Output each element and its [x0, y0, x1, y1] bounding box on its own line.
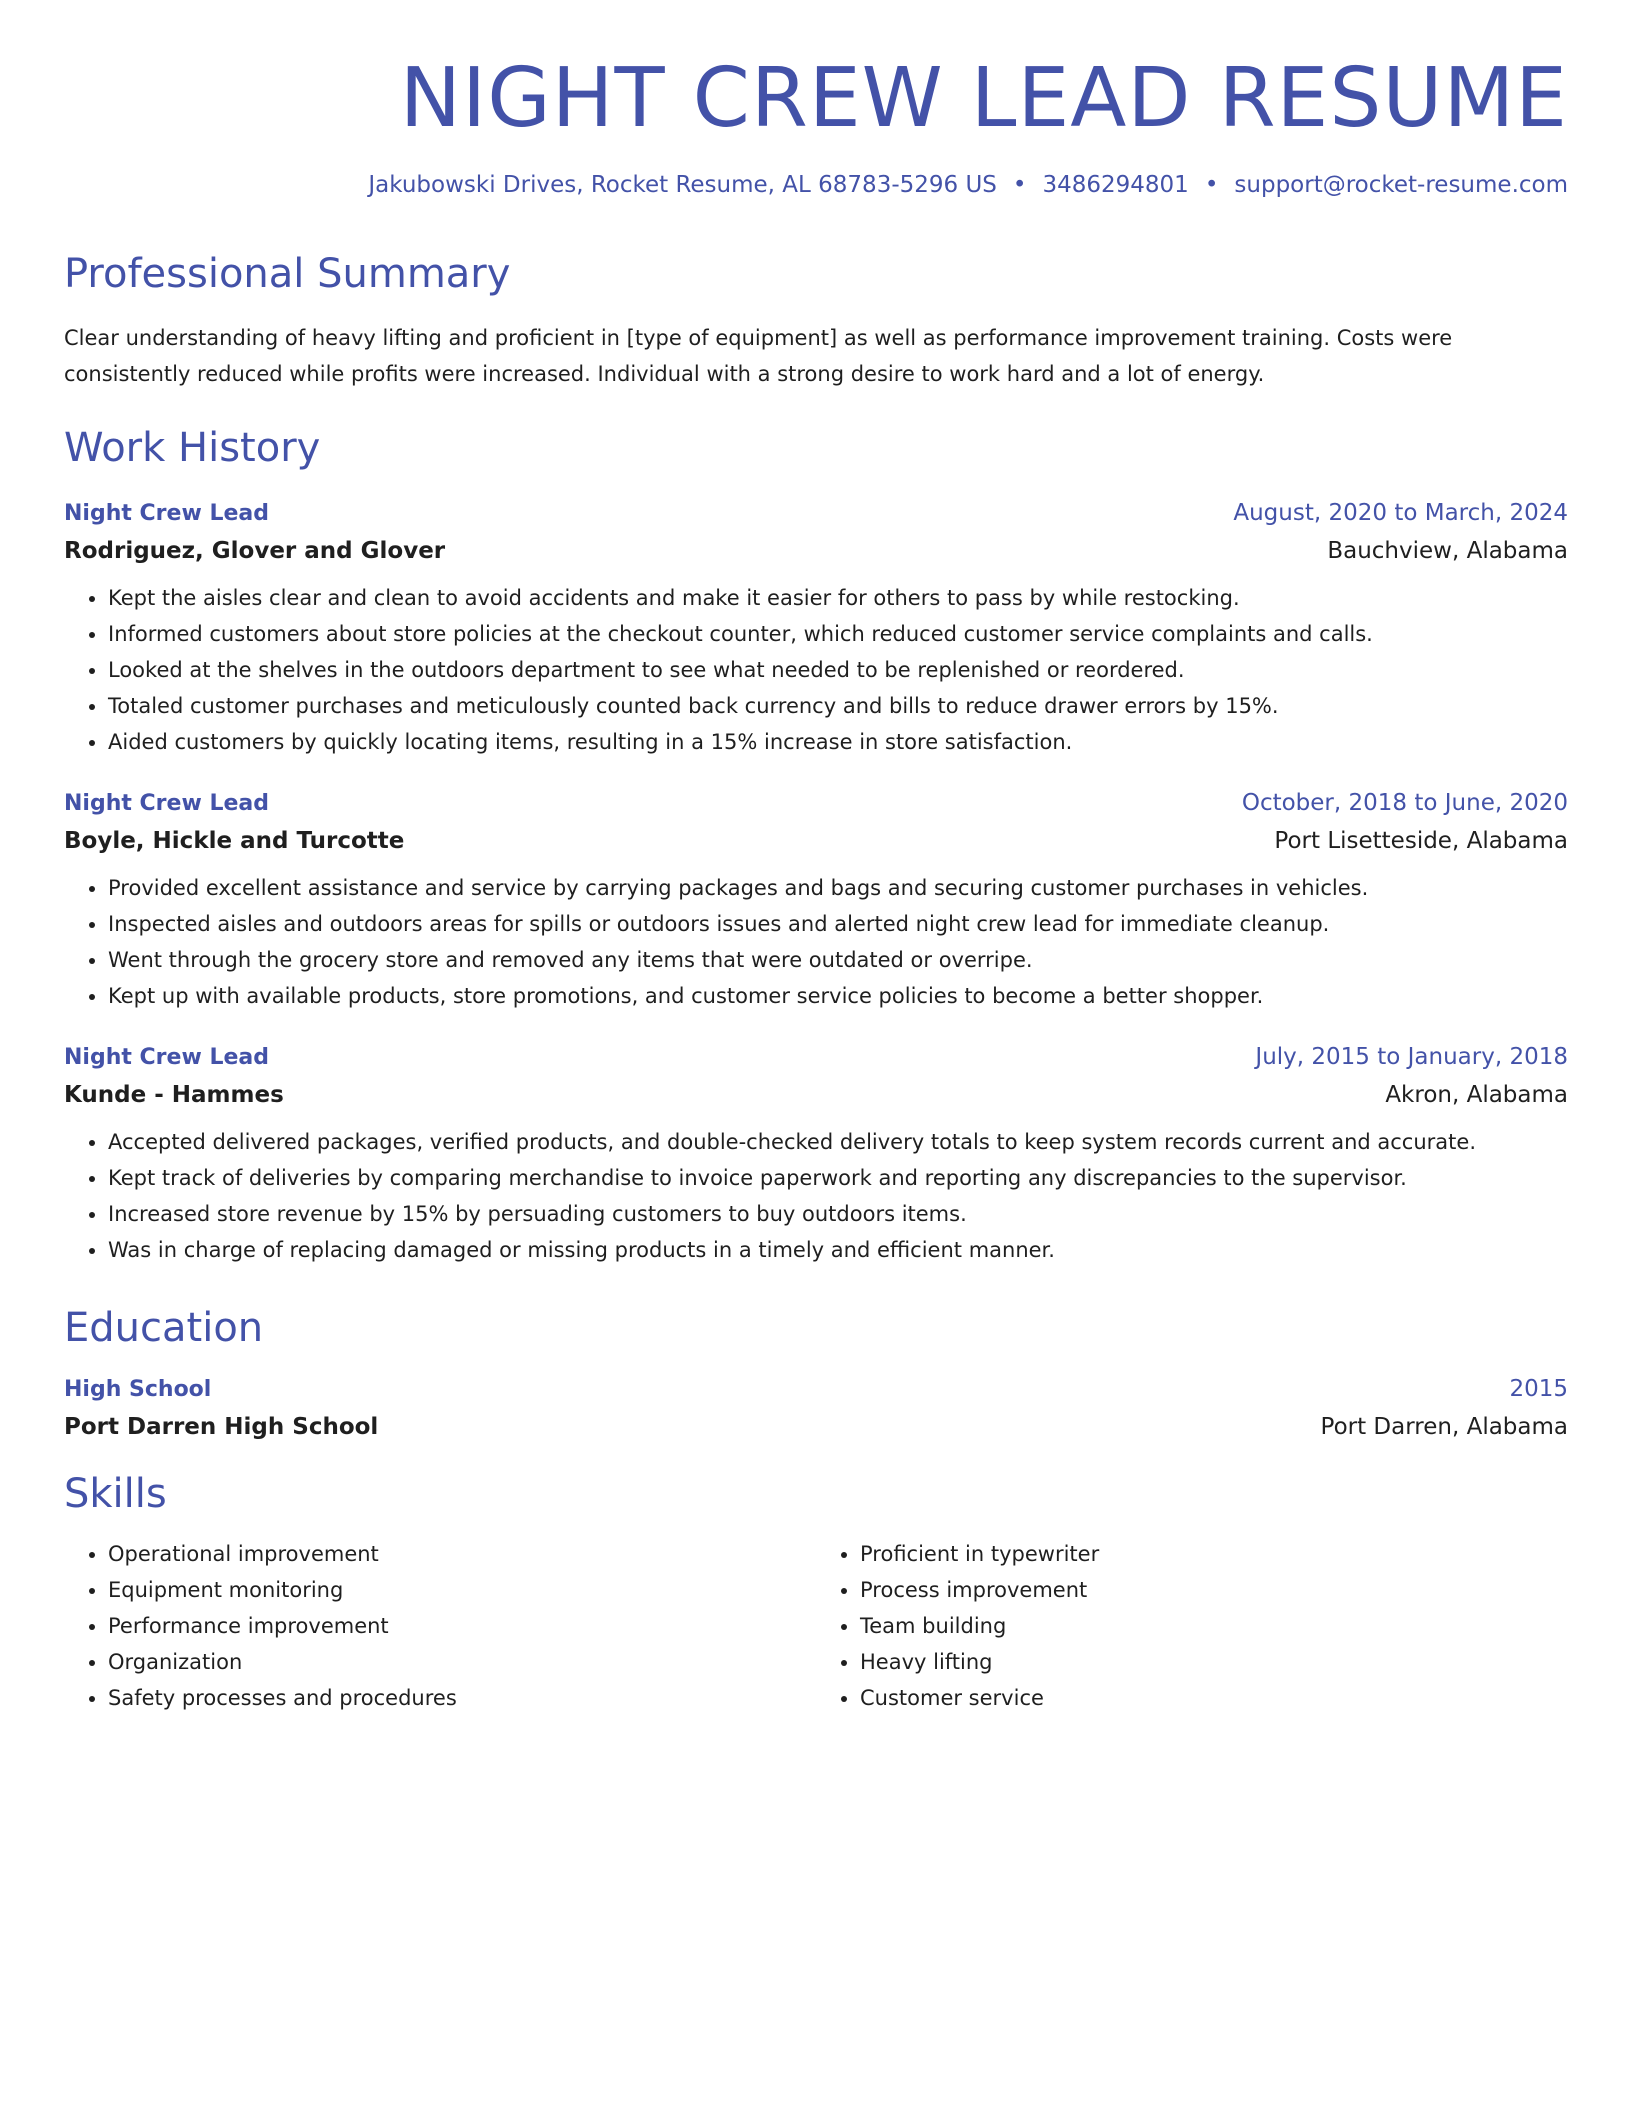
list-item: • Kept up with available products, store promotions, and customer service policies to become a better shopper. [108, 978, 1568, 1014]
job-company: Kunde - Hammes [64, 1082, 284, 1109]
skills-heading: Skills [64, 1471, 167, 1518]
job-header-row [64, 1044, 1568, 1070]
job-location: Bauchview, Alabama [1327, 538, 1568, 565]
education-entry [64, 1376, 1568, 1440]
job-bullets [64, 870, 1568, 1014]
job-title: Night Crew Lead [64, 501, 269, 527]
education-school: Port Darren High School [64, 1414, 379, 1441]
list-item: • Kept the aisles clear and clean to avoid accidents and make it easier for others to pass by while restocking. [108, 580, 1568, 616]
job-bullets [64, 580, 1568, 760]
list-item: • Heavy lifting [860, 1644, 1568, 1680]
skills-grid [64, 1536, 1568, 1716]
job-company-row [64, 538, 1568, 564]
list-item: • Performance improvement [108, 1608, 816, 1644]
contact-email[interactable]: support@rocket-resume.com [1234, 172, 1568, 199]
work-history-section [64, 424, 1568, 1268]
job-company: Boyle, Hickle and Turcotte [64, 828, 405, 855]
job-location: Port Lisetteside, Alabama [1274, 828, 1568, 855]
contact-separator: • [1012, 172, 1027, 199]
list-item: • Process improvement [860, 1572, 1568, 1608]
skills-column-left [64, 1536, 816, 1716]
job-company: Rodriguez, Glover and Glover [64, 538, 446, 565]
list-item: • Proficient in typewriter [860, 1536, 1568, 1572]
job-title: Night Crew Lead [64, 791, 269, 817]
list-item: • Operational improvement [108, 1536, 816, 1572]
education-heading: Education [64, 1305, 264, 1352]
list-item: • Kept track of deliveries by comparing merchandise to invoice paperwork and reporting any discrepancies to the supervisor. [108, 1160, 1568, 1196]
professional-summary-section [64, 250, 1568, 392]
education-section [64, 1304, 1568, 1440]
job-dates: July, 2015 to January, 2018 [1255, 1044, 1568, 1071]
contact-address: Jakubowski Drives, Rocket Resume, AL 68783-5296 US [368, 172, 997, 199]
contact-phone: 3486294801 [1042, 172, 1189, 199]
job-header-row [64, 790, 1568, 816]
job-dates: August, 2020 to March, 2024 [1233, 500, 1568, 527]
summary-text: Clear understanding of heavy lifting and proficient in [type of equipment] as well as performance improvement training. Costs were consistently reduced while profits were increased. Individual with a strong desire to work hard and a lot of energy. [64, 326, 1453, 387]
job-location: Akron, Alabama [1385, 1082, 1568, 1109]
list-item: • Organization [108, 1644, 816, 1680]
list-item: • Aided customers by quickly locating items, resulting in a 15% increase in store satisfaction. [108, 724, 1568, 760]
job-title: Night Crew Lead [64, 1045, 269, 1071]
skills-column-right [816, 1536, 1568, 1716]
job-entry [64, 790, 1568, 1014]
list-item: • Provided excellent assistance and service by carrying packages and bags and securing customer purchases in vehicles. [108, 870, 1568, 906]
resume-header [64, 0, 1568, 198]
contact-line [64, 172, 1568, 198]
job-header-row [64, 500, 1568, 526]
list-item: • Went through the grocery store and removed any items that were outdated or overripe. [108, 942, 1568, 978]
education-year: 2015 [1509, 1376, 1568, 1403]
work-history-heading: Work History [64, 425, 321, 472]
list-item: • Totaled customer purchases and meticulously counted back currency and bills to reduce drawer errors by 15%. [108, 688, 1568, 724]
list-item: • Inspected aisles and outdoors areas for spills or outdoors issues and alerted night crew lead for immediate cleanup. [108, 906, 1568, 942]
list-item: • Team building [860, 1608, 1568, 1644]
list-item: • Informed customers about store policies at the checkout counter, which reduced customer service complaints and calls. [108, 616, 1568, 652]
job-bullets [64, 1124, 1568, 1268]
job-company-row [64, 828, 1568, 854]
job-dates: October, 2018 to June, 2020 [1241, 790, 1568, 817]
contact-separator: • [1204, 172, 1219, 199]
job-entry [64, 1044, 1568, 1268]
list-item: • Increased store revenue by 15% by persuading customers to buy outdoors items. [108, 1196, 1568, 1232]
list-item: • Accepted delivered packages, verified products, and double-checked delivery totals to keep system records current and accurate. [108, 1124, 1568, 1160]
job-entry [64, 500, 1568, 760]
job-company-row [64, 1082, 1568, 1108]
education-location: Port Darren, Alabama [1320, 1414, 1568, 1441]
education-header-row [64, 1376, 1568, 1402]
list-item: • Safety processes and procedures [108, 1680, 816, 1716]
list-item: • Was in charge of replacing damaged or missing products in a timely and efficient manner. [108, 1232, 1568, 1268]
list-item: • Customer service [860, 1680, 1568, 1716]
summary-heading: Professional Summary [64, 251, 511, 298]
skills-section [64, 1470, 1568, 1716]
resume-title: NIGHT CREW LEAD RESUME [399, 51, 1568, 146]
list-item: • Looked at the shelves in the outdoors department to see what needed to be replenished or reordered. [108, 652, 1568, 688]
education-degree: High School [64, 1377, 212, 1403]
list-item: • Equipment monitoring [108, 1572, 816, 1608]
education-school-row [64, 1414, 1568, 1440]
